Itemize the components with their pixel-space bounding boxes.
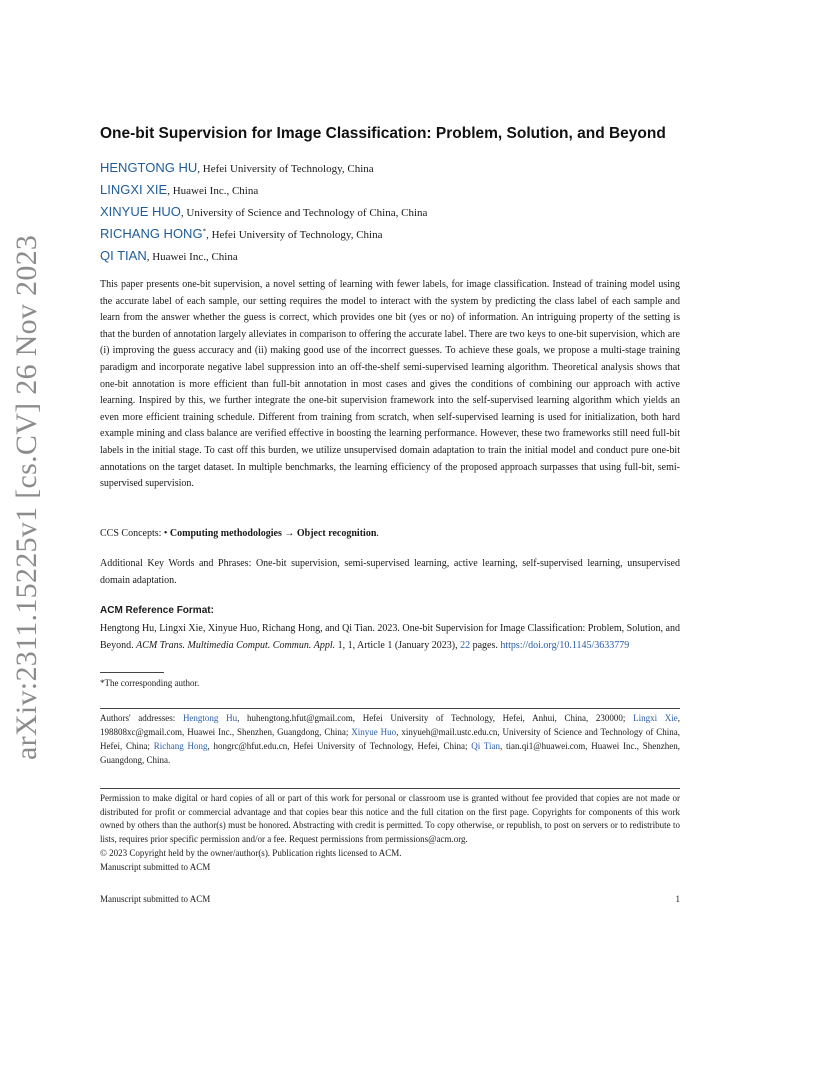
ccs-suffix: . [376,528,379,539]
permission-notice: Permission to make digital or hard copies of all or part of this work for personal or classroom use is granted without fee provided that copies are not made or distributed for profit or commercial advantage and that copies bear this notice and the full citation on the first page. Copyrights for components of this work owned by others than the author(s) must be honored. Abstracting with credit is permitted. To copy otherwise, or republish, to post on servers or to redistribute to lists, requires prior specific permission and/or a fee. Request permissions from permissions@acm.org. [100,793,680,844]
reference-journal: ACM Trans. Multimedia Comput. Commun. Appl. [136,639,336,651]
author-name-link[interactable]: XINYUE HUO [100,204,181,219]
page-number: 1 [675,894,680,904]
paper-title: One-bit Supervision for Image Classification: Problem, Solution, and Beyond [100,125,666,142]
ccs-concepts [100,526,680,543]
author-name-link[interactable]: QI TIAN [100,248,147,263]
author-name-link[interactable]: HENGTONG HU [100,160,198,175]
abstract: This paper presents one-bit supervision, a novel setting of learning with fewer labels, for image classification. Instead of training model using the accurate label of each sample, our setting requires the model to interact with the system by predicting the class label of each sample and learn from the answer whether the guess is correct, which provides one bit (yes or no) of information. An intriguing property of the setting is that the burden of annotation largely alleviates in comparison to offering the accurate label. There are two keys to one-bit supervision, which are (i) improving the guess accuracy and (ii) making good use of the incorrect guesses. To achieve these goals, we propose a multi-stage training paradigm and incorporate negative label suppression into an off-the-shelf semi-supervised learning algorithm. Theoretical analysis shows that one-bit annotation is more efficient than full-bit annotation in most cases and gives the conditions of combining our approach with active learning. Inspired by this, we further integrate the one-bit supervision framework into the self-supervised learning algorithm which yields an even more efficient training schedule. Different from training from scratch, when self-supervised learning is used for initialization, both hard example mining and class balance are verified effective in boosting the learning performance. However, these two frameworks still need full-bit labels in the initial stage. To cast off this burden, we utilize unsupervised domain adaptation to train the initial model and conduct pure one-bit annotations on the target dataset. In multiple benchmarks, the learning efficiency of the proposed approach surpasses that using full-bit, semi-supervised supervision. [100,279,680,490]
arxiv-sidebar-stamp: arXiv:2311.15225v1 [cs.CV] 26 Nov 2023 [10,234,43,760]
address-text: , tian.qi1@huawei.com, Huawei Inc., Shenzhen, Guangdong, China. [100,741,681,765]
manuscript-note: Manuscript submitted to ACM [100,862,211,872]
copyright-line: © 2023 Copyright held by the owner/author(s). Publication rights licensed to ACM. [100,848,402,858]
ccs-concept: Computing methodologies → Object recognition [169,528,377,539]
reference-pages-link[interactable]: 22 [460,639,471,651]
divider [100,708,680,709]
address-author-link[interactable]: Richang Hong [153,741,208,751]
address-author-link[interactable]: Hengtong Hu [182,713,238,723]
reference-heading: ACM Reference Format: [100,605,214,616]
author-line [100,248,238,263]
address-author-link[interactable]: Lingxi Xie [633,713,678,723]
author-line [100,182,258,197]
address-text: , 198808xc@gmail.com, Huawei Inc., Shenzhen, Guangdong, China; [100,713,680,737]
ccs-prefix: CCS Concepts: • [100,528,170,539]
author-name-link[interactable]: RICHANG HONG [100,226,203,241]
address-text: , hongrc@hfut.edu.cn, Hefei University of Technology, Hefei, China; [207,741,472,751]
author-line [100,226,382,241]
reference-format [100,621,680,654]
author-affiliation: , University of Science and Technology of China, China [180,207,428,219]
address-author-link[interactable]: Qi Tian [471,741,501,751]
keywords: Additional Key Words and Phrases: One-bit supervision, semi-supervised learning, active learning, self-supervised learning, unsupervised domain adaptation. [100,558,680,586]
author-addresses [100,711,680,767]
footnote-rule [100,672,164,673]
author-affiliation: , Hefei University of Technology, China [197,163,374,175]
corresponding-mark: * [202,227,207,236]
author-line [100,160,374,175]
doi-link[interactable]: https://doi.org/10.1145/3633779 [500,639,630,651]
divider [100,788,680,789]
address-author-link[interactable]: Xinyue Huo [351,727,397,737]
address-text: , huhengtong.hfut@gmail.com, Hefei University of Technology, Hefei, Anhui, China, 230000; [237,713,634,723]
reference-volume: 1, 1, Article 1 (January 2023), [335,639,461,651]
footer-left: Manuscript submitted to ACM [100,894,211,904]
author-affiliation: , Huawei Inc., China [167,185,259,197]
author-name-link[interactable]: LINGXI XIE [100,182,168,197]
author-affiliation: , Huawei Inc., China [146,251,238,263]
addresses-prefix: Authors' addresses: [100,713,183,723]
author-affiliation: , Hefei University of Technology, China [206,229,383,241]
address-text: , xinyueh@mail.ustc.edu.cn, University of Science and Technology of China, Hefei, China; [100,727,680,751]
footnote: *The corresponding author. [100,678,200,688]
reference-pages-label: pages. [470,639,501,651]
reference-citation: Hengtong Hu, Lingxi Xie, Xinyue Huo, Richang Hong, and Qi Tian. 2023. One-bit Supervision for Image Classification: Problem, Solution, and Beyond. [100,623,680,651]
author-line [100,204,427,219]
